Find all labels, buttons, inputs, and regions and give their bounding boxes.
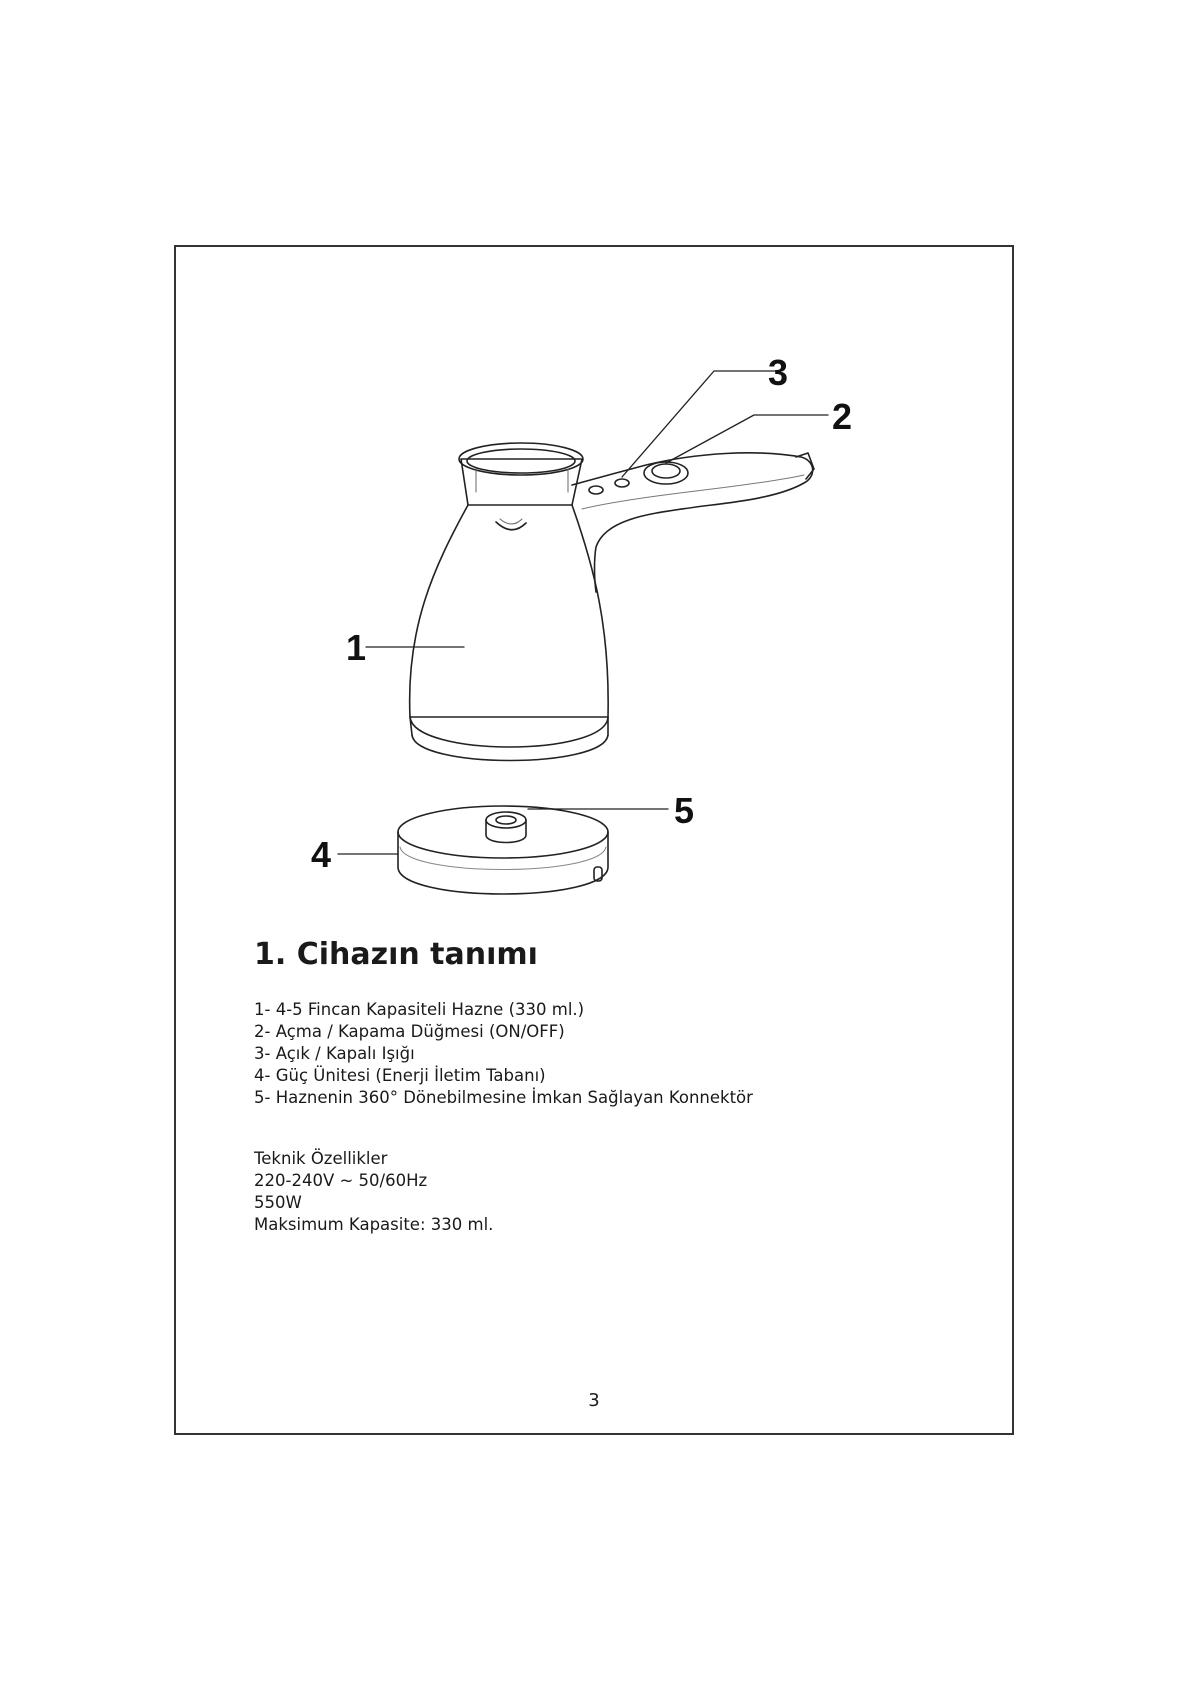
callout-1: 1 [346, 627, 367, 668]
page-number: 3 [588, 1390, 600, 1411]
callout-2: 2 [832, 396, 853, 437]
spec-power: 550W [254, 1193, 302, 1212]
callout-4: 4 [311, 834, 332, 875]
callout-3: 3 [768, 352, 789, 393]
section-title: 1. Cihazın tanımı [254, 937, 538, 972]
indicator-light [615, 479, 629, 487]
page-frame [174, 245, 1014, 1435]
pot-handle [572, 453, 813, 592]
parts-list [254, 999, 753, 1109]
technical-specs [254, 1148, 493, 1236]
list-item: 5- Haznenin 360° Dönebilmesine İmkan Sağlayan Konnektör [254, 1088, 753, 1107]
leader-2 [666, 415, 828, 463]
pot-spout [496, 522, 526, 530]
pot-collar [461, 459, 582, 505]
list-item: 2- Açma / Kapama Düğmesi (ON/OFF) [254, 1022, 565, 1041]
list-item: 1- 4-5 Fincan Kapasiteli Hazne (330 ml.) [254, 1000, 585, 1019]
specs-heading: Teknik Özellikler [254, 1149, 388, 1168]
power-button [644, 462, 688, 484]
connector [486, 812, 526, 828]
leader-3 [622, 371, 780, 477]
callout-5: 5 [674, 790, 695, 831]
base-top [398, 806, 608, 858]
spec-capacity: Maksimum Kapasite: 330 ml. [254, 1215, 494, 1234]
list-item: 3- Açık / Kapalı Işığı [254, 1044, 415, 1063]
coffee-pot-diagram [176, 247, 1016, 927]
pot-bottom-band [410, 717, 608, 747]
pot-body [410, 505, 609, 717]
list-item: 4- Güç Ünitesi (Enerji İletim Tabanı) [254, 1066, 546, 1085]
spec-voltage: 220-240V ~ 50/60Hz [254, 1171, 428, 1190]
